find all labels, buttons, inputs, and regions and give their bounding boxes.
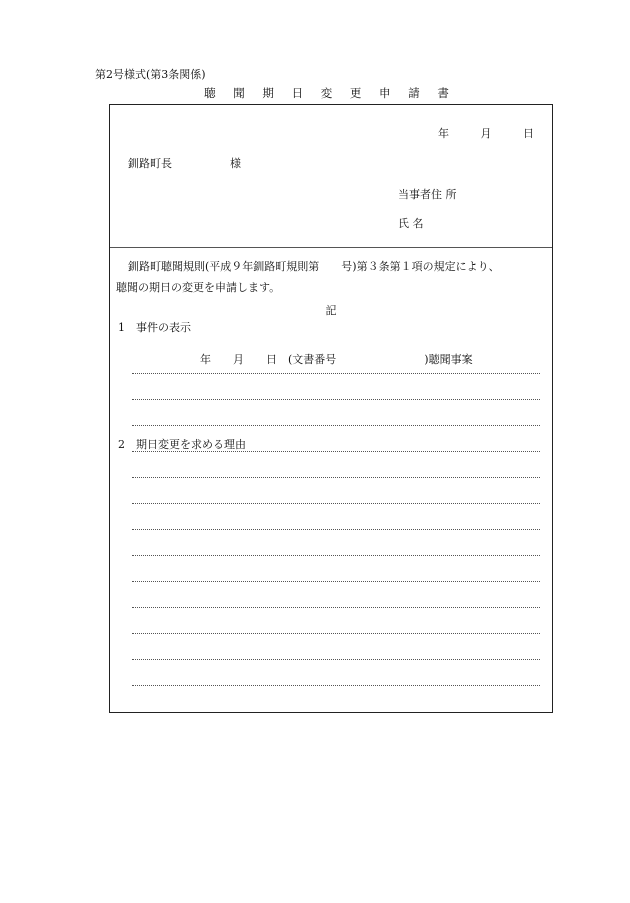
reason-dotted-line-4[interactable] (132, 529, 540, 530)
section-2-number: 2 (118, 438, 125, 451)
applicant-address-label: 当事者住 所 (398, 188, 457, 201)
date-year-label: 年 (438, 127, 449, 140)
addressee-honorific: 様 (230, 157, 241, 170)
addressee (128, 155, 241, 171)
reason-dotted-line-9[interactable] (132, 659, 540, 660)
case-dotted-line-1[interactable] (132, 373, 540, 374)
reason-dotted-line-2[interactable] (132, 477, 540, 478)
date-month-label: 月 (480, 127, 492, 140)
date-field (438, 125, 534, 141)
form-header-section (110, 105, 552, 248)
reason-dotted-line-7[interactable] (132, 607, 540, 608)
reason-dotted-line-3[interactable] (132, 503, 540, 504)
ki-heading: 記 (325, 304, 337, 317)
statement-line-1: 釧路町聴聞規則(平成９年釧路町規則第 号)第３条第１項の規定により、 (128, 260, 500, 273)
section-2-heading (118, 436, 246, 452)
addressee-name: 釧路町長 (128, 157, 172, 170)
application-form-frame (109, 104, 553, 713)
section-2-title: 期日変更を求める理由 (136, 438, 246, 451)
case-dotted-line-2[interactable] (132, 399, 540, 400)
date-day-label: 日 (523, 127, 534, 140)
form-number: 第2号様式(第3条関係) (95, 68, 206, 81)
reason-dotted-line-10[interactable] (132, 685, 540, 686)
reason-dotted-line-5[interactable] (132, 555, 540, 556)
case-dotted-line-3[interactable] (132, 425, 540, 426)
applicant-name-label: 氏 名 (398, 217, 424, 230)
form-title: 聴 聞 期 日 変 更 申 請 書 (204, 86, 456, 100)
section-1-heading (118, 319, 191, 335)
section-1-number: 1 (118, 321, 125, 334)
section-1-title: 事件の表示 (136, 321, 191, 334)
application-statement (116, 256, 546, 298)
statement-line-2: 聴聞の期日の変更を申請します。 (116, 281, 281, 294)
case-description-line: 年 月 日 (文書番号 )聴聞事案 (200, 353, 473, 366)
reason-dotted-line-8[interactable] (132, 633, 540, 634)
reason-dotted-line-6[interactable] (132, 581, 540, 582)
reason-dotted-line-1[interactable] (132, 451, 540, 452)
